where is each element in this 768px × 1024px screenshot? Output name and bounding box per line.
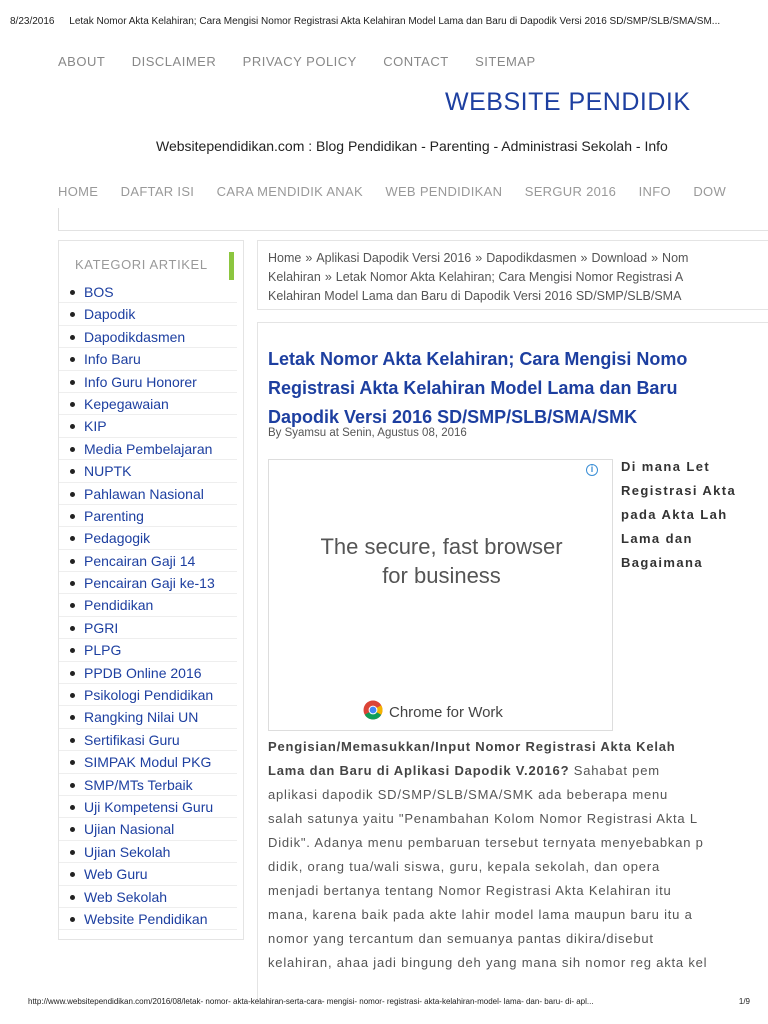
breadcrumb-link[interactable]: Nom [662, 251, 689, 265]
category-item[interactable] [59, 550, 237, 572]
category-item[interactable] [59, 639, 237, 661]
bullet-icon [70, 872, 75, 877]
intro-line: Bagaimana [621, 555, 703, 570]
category-link[interactable]: PPDB Online 2016 [84, 664, 202, 681]
navbar-divider [58, 208, 768, 231]
sidebar-categories [58, 240, 244, 940]
category-item[interactable] [59, 774, 237, 796]
bullet-icon [70, 492, 75, 497]
bullet-icon [70, 895, 75, 900]
category-link[interactable]: Psikologi Pendidikan [84, 687, 214, 704]
category-link[interactable]: Media Pembelajaran [84, 440, 213, 457]
menu-daftar-isi[interactable]: DAFTAR ISI [120, 184, 195, 199]
bullet-icon [70, 402, 75, 407]
category-link[interactable]: SIMPAK Modul PKG [84, 754, 212, 771]
nav-privacy-policy-link[interactable]: PRIVACY POLICY [242, 54, 357, 69]
menu-cara-mendidik-anak[interactable]: CARA MENDIDIK ANAK [216, 184, 363, 199]
category-link[interactable]: Pahlawan Nasional [84, 485, 204, 502]
category-item[interactable] [59, 303, 237, 325]
category-item[interactable] [59, 908, 237, 930]
bullet-icon [70, 648, 75, 653]
bullet-icon [70, 738, 75, 743]
breadcrumb-link[interactable]: Aplikasi Dapodik Versi 2016 [316, 251, 472, 265]
category-item[interactable] [59, 796, 237, 818]
category-link[interactable]: Parenting [84, 507, 144, 524]
category-item[interactable] [59, 572, 237, 594]
category-link[interactable]: Uji Kompetensi Guru [84, 798, 214, 815]
main-navigation [58, 183, 768, 203]
nav-sitemap-link[interactable]: SITEMAP [475, 54, 536, 69]
body-line: aplikasi dapodik SD/SMP/SLB/SMA/SMK ada beberapa menu [268, 787, 669, 802]
body-line: nomor yang tercantum dan semuanya pantas dikira/disebut [268, 931, 654, 946]
post-title[interactable] [268, 345, 768, 432]
category-link[interactable]: Web Sekolah [84, 888, 168, 905]
bullet-icon [70, 693, 75, 698]
body-line: Didik". Adanya menu pembaruan tersebut ternyata menyebabkan p [268, 835, 704, 850]
menu-web-pendidikan[interactable]: WEB PENDIDIKAN [385, 184, 503, 199]
breadcrumb-link[interactable]: Dapodikdasmen [486, 251, 577, 265]
category-item[interactable] [59, 684, 237, 706]
ad-brand-label: Chrome for Work [389, 703, 503, 721]
bullet-icon [70, 603, 75, 608]
bullet-icon [70, 357, 75, 362]
category-item[interactable] [59, 371, 237, 393]
category-item[interactable] [59, 662, 237, 684]
bullet-icon [70, 514, 75, 519]
intro-line: Di mana Let [621, 459, 711, 474]
breadcrumb-separator: » [475, 251, 483, 265]
bullet-icon [70, 715, 75, 720]
post-intro [621, 455, 768, 575]
bullet-icon [70, 536, 75, 541]
category-link[interactable]: NUPTK [84, 463, 132, 480]
category-link[interactable]: Sertifikasi Guru [84, 731, 180, 748]
sidebar-heading: KATEGORI ARTIKEL [75, 257, 208, 272]
bullet-icon [70, 850, 75, 855]
ad-headline-line: The secure, fast browser [320, 534, 563, 559]
body-line: menjadi bertanya tentang Nomor Registrasi Akta Kelahiran itu [268, 883, 672, 898]
category-link[interactable]: PGRI [84, 619, 119, 636]
category-item[interactable] [59, 729, 237, 751]
category-item[interactable] [59, 483, 237, 505]
body-bold-inline: Lama dan Baru di Aplikasi Dapodik V.2016? [268, 763, 570, 778]
post-body [268, 735, 768, 999]
site-title[interactable]: WEBSITE PENDIDIK [445, 88, 691, 116]
category-item[interactable] [59, 594, 237, 616]
breadcrumb-line [268, 268, 768, 287]
category-link[interactable]: Dapodikdasmen [84, 328, 186, 345]
category-list [59, 281, 237, 930]
breadcrumb-separator: » [324, 270, 332, 284]
category-item[interactable] [59, 281, 237, 303]
site-tagline: Websitependidikan.com : Blog Pendidikan - Parenting - Administrasi Sekolah - Info [156, 138, 668, 154]
bullet-icon [70, 424, 75, 429]
body-line [268, 759, 768, 783]
category-link[interactable]: KIP [84, 418, 107, 435]
intro-line: pada Akta Lah [621, 507, 728, 522]
menu-home[interactable]: HOME [58, 184, 99, 199]
sidebar-accent-bar [229, 252, 234, 280]
bullet-icon [70, 559, 75, 564]
category-item[interactable] [59, 527, 237, 549]
breadcrumb-separator: » [580, 251, 588, 265]
advertisement[interactable] [268, 459, 613, 731]
bullet-icon [70, 827, 75, 832]
category-link[interactable]: Kepegawaian [84, 395, 169, 412]
category-item[interactable] [59, 348, 237, 370]
bullet-icon [70, 447, 75, 452]
bullet-icon [70, 760, 75, 765]
ad-headline [269, 532, 614, 590]
category-link[interactable]: Pencairan Gaji 14 [84, 552, 196, 569]
body-line: didik, orang tua/wali siswa, guru, kepala sekolah, dan opera [268, 859, 660, 874]
body-line: salah satunya yaitu "Penambahan Kolom Nomor Registrasi Akta L [268, 811, 698, 826]
category-item[interactable] [59, 841, 237, 863]
category-link[interactable]: SMP/MTs Terbaik [84, 776, 193, 793]
category-item[interactable] [59, 326, 237, 348]
category-link[interactable]: Ujian Sekolah [84, 843, 171, 860]
breadcrumb-separator: » [651, 251, 659, 265]
breadcrumb-line [268, 287, 768, 306]
post-article [257, 322, 768, 1002]
category-link[interactable]: BOS [84, 284, 114, 300]
breadcrumb-link[interactable]: Kelahiran [268, 270, 321, 284]
bullet-icon [70, 783, 75, 788]
body-inline-text: Sahabat pem [569, 763, 660, 778]
post-title-line: Letak Nomor Akta Kelahiran; Cara Mengisi Nomo [268, 349, 688, 370]
breadcrumb-link[interactable]: Download [591, 251, 648, 265]
category-item[interactable] [59, 617, 237, 639]
category-item[interactable] [59, 415, 237, 437]
intro-line: Registrasi Akta [621, 483, 737, 498]
bullet-icon [70, 469, 75, 474]
category-link[interactable]: Pendidikan [84, 597, 154, 614]
ad-headline-line: for business [382, 563, 501, 588]
body-line: mana, karena baik pada akte lahir model lama maupun baru itu a [268, 907, 693, 922]
category-link[interactable]: Pedagogik [84, 530, 151, 547]
bullet-icon [70, 290, 75, 295]
chrome-logo-icon [363, 700, 383, 726]
category-link[interactable]: PLPG [84, 642, 122, 659]
print-footer [28, 997, 768, 1006]
category-item[interactable] [59, 460, 237, 482]
bullet-icon [70, 335, 75, 340]
category-link[interactable]: Pencairan Gaji ke-13 [84, 575, 215, 592]
print-date: 8/23/2016 [10, 16, 55, 27]
breadcrumb-current: Letak Nomor Akta Kelahiran; Cara Mengisi Nomor Registrasi A [335, 270, 684, 284]
info-icon[interactable]: i [586, 464, 598, 476]
menu-info[interactable]: INFO [638, 184, 671, 199]
category-item[interactable] [59, 863, 237, 885]
category-item[interactable] [59, 706, 237, 728]
menu-download[interactable]: DOW [693, 184, 727, 199]
intro-line: Lama dan [621, 531, 693, 546]
breadcrumb-home-link[interactable]: Home [268, 251, 302, 265]
nav-about-link[interactable]: ABOUT [58, 54, 106, 69]
category-link[interactable]: Dapodik [84, 306, 136, 323]
breadcrumb-container [257, 240, 768, 310]
bullet-icon [70, 917, 75, 922]
category-link[interactable]: Info Baru [84, 351, 141, 368]
category-item[interactable] [59, 438, 237, 460]
bullet-icon [70, 312, 75, 317]
bullet-icon [70, 671, 75, 676]
category-link[interactable]: Website Pendidikan [84, 910, 208, 927]
category-link[interactable]: Info Guru Honorer [84, 373, 197, 390]
nav-disclaimer-link[interactable]: DISCLAIMER [131, 54, 217, 69]
bullet-icon [70, 581, 75, 586]
print-url: http://www.websitependidikan.com/2016/08/letak- nomor- akta-kelahiran-serta-cara- mengisi- nomor- registrasi- akta-kelahiran-model- lama- dan- baru- di- apl... [28, 997, 594, 1006]
breadcrumb [268, 249, 768, 309]
print-header [10, 16, 750, 27]
category-item[interactable] [59, 505, 237, 527]
post-title-line: Registrasi Akta Kelahiran Model Lama dan Baru [268, 378, 678, 399]
category-item[interactable] [59, 886, 237, 908]
category-link[interactable]: Ujian Nasional [84, 821, 175, 838]
menu-sergur-2016[interactable]: SERGUR 2016 [524, 184, 617, 199]
category-item[interactable] [59, 818, 237, 840]
category-item[interactable] [59, 393, 237, 415]
print-page-title: Letak Nomor Akta Kelahiran; Cara Mengisi Nomor Registrasi Akta Kelahiran Model Lama dan Baru di Dapodik Versi 2016 SD/SMP/SLB/SMA/SM... [69, 16, 721, 27]
top-navigation [58, 53, 558, 71]
nav-contact-link[interactable]: CONTACT [383, 54, 449, 69]
ad-brand [363, 700, 503, 720]
post-title-line: Dapodik Versi 2016 SD/SMP/SLB/SMA/SMK [268, 407, 638, 428]
bullet-icon [70, 380, 75, 385]
category-link[interactable]: Web Guru [84, 866, 148, 883]
breadcrumb-current: Kelahiran Model Lama dan Baru di Dapodik Versi 2016 SD/SMP/SLB/SMA [268, 289, 682, 303]
breadcrumb-separator: » [305, 251, 313, 265]
body-bold-line: Pengisian/Memasukkan/Input Nomor Registrasi Akta Kelah [268, 739, 676, 754]
breadcrumb-line [268, 249, 768, 268]
category-item[interactable] [59, 751, 237, 773]
category-link[interactable]: Rangking Nilai UN [84, 709, 199, 726]
post-byline: By Syamsu at Senin, Agustus 08, 2016 [268, 427, 467, 439]
bullet-icon [70, 626, 75, 631]
body-line: kelahiran, ahaa jadi bingung deh yang mana sih nomor reg akta kel [268, 955, 708, 970]
print-page-number: 1/9 [738, 997, 750, 1006]
bullet-icon [70, 805, 75, 810]
